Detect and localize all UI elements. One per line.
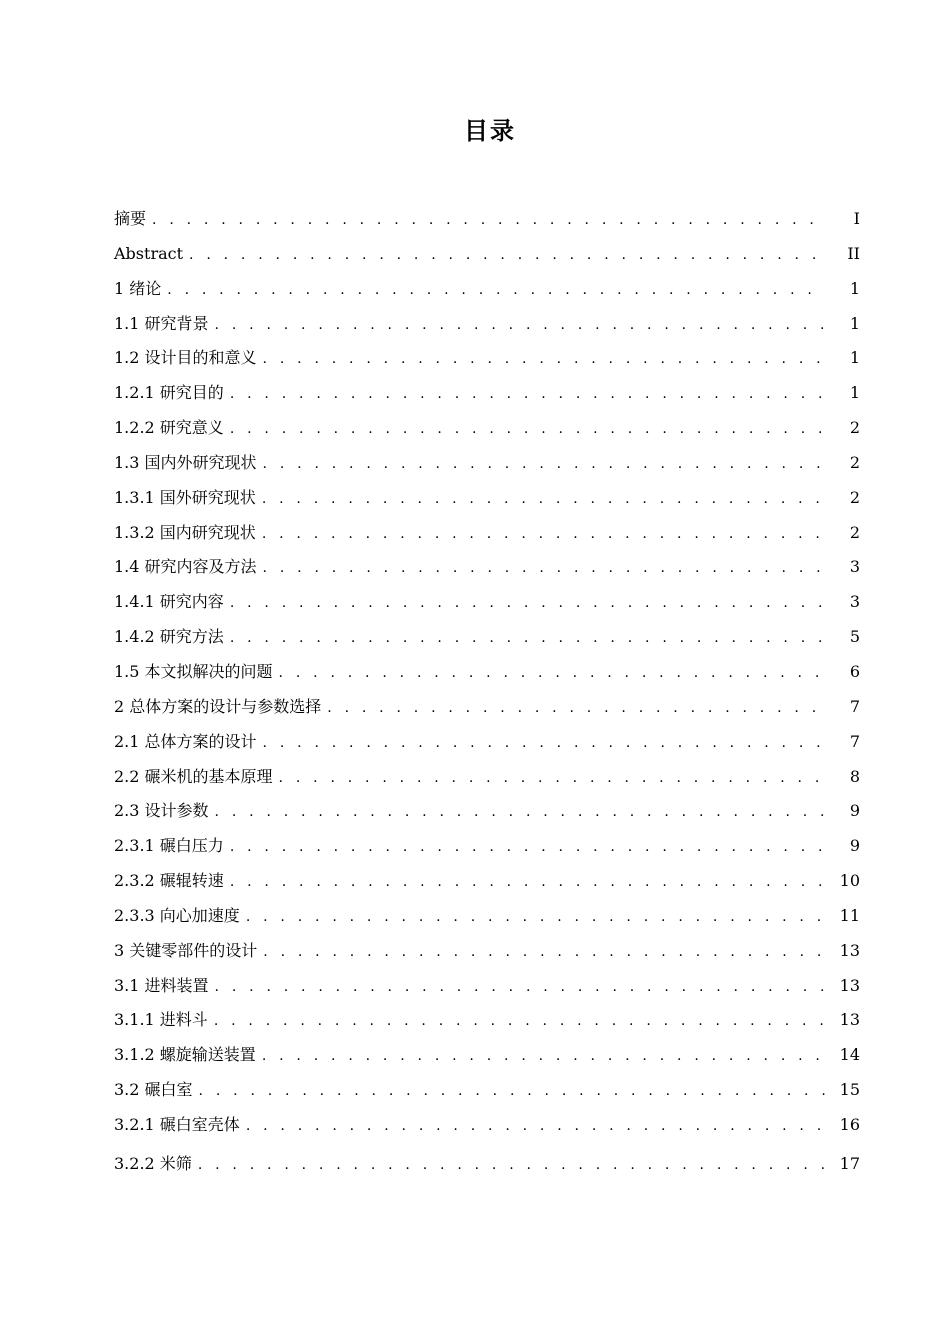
toc-entry-page: 1	[849, 278, 860, 298]
toc-entry-label: 摘要	[114, 209, 147, 228]
toc-entry-label: 2 总体方案的设计与参数选择	[114, 696, 322, 716]
toc-entry-3-1-2[interactable]	[114, 1038, 860, 1073]
toc-leader-dots	[263, 935, 826, 970]
toc-entry-chapter-2[interactable]	[114, 690, 860, 725]
toc-entry-label: 3.1.1 进料斗	[114, 1010, 208, 1030]
toc-entry-chapter-1[interactable]	[114, 272, 860, 307]
toc-leader-dots	[263, 447, 826, 482]
toc-entry-1-5[interactable]	[114, 655, 860, 690]
toc-entry-label: 2.2 碾米机的基本原理	[114, 766, 273, 786]
toc-entry-1-3[interactable]	[114, 446, 860, 481]
toc-entry-page: 6	[849, 661, 860, 681]
toc-entry-page: 13	[839, 1010, 860, 1030]
toc-entry-page: 2	[849, 522, 860, 542]
toc-entry-page: 5	[849, 627, 860, 647]
toc-entry-page: 2	[849, 418, 860, 438]
toc-entry-page: 11	[839, 905, 860, 925]
toc-entry-label: 3.2.2 米筛	[114, 1153, 192, 1173]
toc-entry-page: 14	[839, 1045, 860, 1065]
toc-entry-page: 3	[849, 557, 860, 577]
toc-entry-label: 1.1 研究背景	[114, 313, 209, 333]
toc-entry-1-3-2[interactable]	[114, 516, 860, 551]
toc-entry-label: Abstract	[114, 243, 184, 263]
toc-entry-label: 3.1 进料装置	[114, 975, 209, 995]
toc-leader-dots	[215, 795, 826, 830]
toc-entry-page: 10	[839, 871, 860, 891]
toc-entry-page: 3	[849, 592, 860, 612]
toc-entry-1-4-2[interactable]	[114, 620, 860, 655]
toc-entry-2-3-1[interactable]	[114, 829, 860, 864]
toc-entry-chapter-3[interactable]	[114, 934, 860, 969]
toc-entry-page: 2	[849, 452, 860, 472]
toc-leader-dots	[262, 1039, 826, 1074]
toc-entry-2-1[interactable]	[114, 725, 860, 760]
toc-entry-label: 1.3.2 国内研究现状	[114, 522, 256, 542]
toc-entry-label: 1 绪论	[114, 278, 162, 298]
toc-leader-dots	[152, 203, 826, 238]
toc-entry-label: 1.2 设计目的和意义	[114, 348, 257, 368]
toc-entry-page: 16	[839, 1114, 860, 1134]
table-of-contents	[114, 202, 860, 1183]
toc-leader-dots	[246, 1109, 826, 1144]
toc-entry-page: 8	[849, 766, 860, 786]
toc-leader-dots	[262, 482, 826, 517]
toc-leader-dots	[215, 970, 826, 1005]
toc-entry-label: 1.4.1 研究内容	[114, 592, 224, 612]
toc-leader-dots	[230, 586, 826, 621]
toc-entry-page: 13	[839, 940, 860, 960]
toc-entry-label: 3 关键零部件的设计	[114, 940, 258, 960]
toc-entry-page: 15	[839, 1080, 860, 1100]
toc-entry-3-1-1[interactable]	[114, 1003, 860, 1038]
toc-entry-label: 3.2.1 碾白室壳体	[114, 1114, 240, 1134]
toc-entry-label: 3.1.2 螺旋输送装置	[114, 1045, 256, 1065]
toc-entry-page: II	[847, 243, 860, 263]
toc-leader-dots	[327, 691, 826, 726]
toc-entry-page: 13	[839, 975, 860, 995]
toc-entry-3-2[interactable]	[114, 1073, 860, 1108]
toc-entry-label: 1.3 国内外研究现状	[114, 452, 257, 472]
toc-entry-page: I	[853, 209, 860, 228]
toc-leader-dots	[262, 517, 826, 552]
toc-entry-page: 17	[839, 1153, 860, 1173]
toc-entry-label: 2.3 设计参数	[114, 801, 209, 821]
toc-entry-2-3[interactable]	[114, 794, 860, 829]
toc-entry-1-2-1[interactable]	[114, 376, 860, 411]
toc-leader-dots	[230, 865, 826, 900]
toc-leader-dots	[230, 830, 826, 865]
toc-entry-page: 7	[849, 731, 860, 751]
toc-entry-label: 1.2.1 研究目的	[114, 383, 224, 403]
toc-entry-3-2-1[interactable]	[114, 1108, 860, 1143]
toc-entry-3-1[interactable]	[114, 969, 860, 1004]
toc-entry-1-4-1[interactable]	[114, 585, 860, 620]
toc-entry-label: 2.1 总体方案的设计	[114, 731, 257, 751]
toc-leader-dots	[263, 342, 826, 377]
toc-entry-label: 1.3.1 国外研究现状	[114, 487, 256, 507]
toc-entry-page: 9	[849, 801, 860, 821]
toc-entry-page: 1	[849, 348, 860, 368]
toc-leader-dots	[263, 726, 826, 761]
toc-leader-dots	[199, 1074, 826, 1109]
toc-entry-2-3-2[interactable]	[114, 864, 860, 899]
toc-entry-label: 1.2.2 研究意义	[114, 418, 224, 438]
toc-entry-abstract-cn[interactable]	[114, 202, 860, 237]
toc-leader-dots	[279, 656, 826, 691]
toc-entry-page: 1	[849, 383, 860, 403]
toc-entry-label: 1.4.2 研究方法	[114, 627, 224, 647]
toc-entry-1-2[interactable]	[114, 341, 860, 376]
toc-entry-2-3-3[interactable]	[114, 899, 860, 934]
toc-entry-label: 2.3.1 碾白压力	[114, 836, 224, 856]
toc-entry-label: 1.4 研究内容及方法	[114, 557, 257, 577]
toc-leader-dots	[230, 621, 826, 656]
toc-entry-abstract-en[interactable]	[114, 237, 860, 272]
toc-leader-dots	[279, 761, 826, 796]
toc-entry-3-2-2[interactable]	[114, 1145, 860, 1183]
toc-leader-dots	[189, 238, 826, 273]
toc-entry-page: 9	[849, 836, 860, 856]
toc-entry-1-2-2[interactable]	[114, 411, 860, 446]
toc-entry-1-3-1[interactable]	[114, 481, 860, 516]
toc-leader-dots	[246, 900, 826, 935]
toc-entry-label: 1.5 本文拟解决的问题	[114, 661, 273, 681]
toc-entry-label: 2.3.3 向心加速度	[114, 905, 240, 925]
toc-leader-dots	[198, 1146, 826, 1184]
toc-leader-dots	[230, 412, 826, 447]
toc-entry-page: 2	[849, 487, 860, 507]
toc-entry-1-4[interactable]	[114, 550, 860, 585]
toc-entry-label: 3.2 碾白室	[114, 1080, 193, 1100]
toc-entry-page: 7	[849, 696, 860, 716]
toc-leader-dots	[230, 377, 826, 412]
toc-leader-dots	[167, 273, 826, 308]
toc-entry-page: 1	[849, 313, 860, 333]
toc-entry-label: 2.3.2 碾辊转速	[114, 871, 224, 891]
toc-leader-dots	[263, 551, 826, 586]
toc-leader-dots	[214, 1004, 826, 1039]
toc-leader-dots	[215, 308, 826, 343]
toc-entry-1-1[interactable]	[114, 307, 860, 342]
page-title: 目录	[464, 117, 516, 145]
toc-entry-2-2[interactable]	[114, 760, 860, 795]
